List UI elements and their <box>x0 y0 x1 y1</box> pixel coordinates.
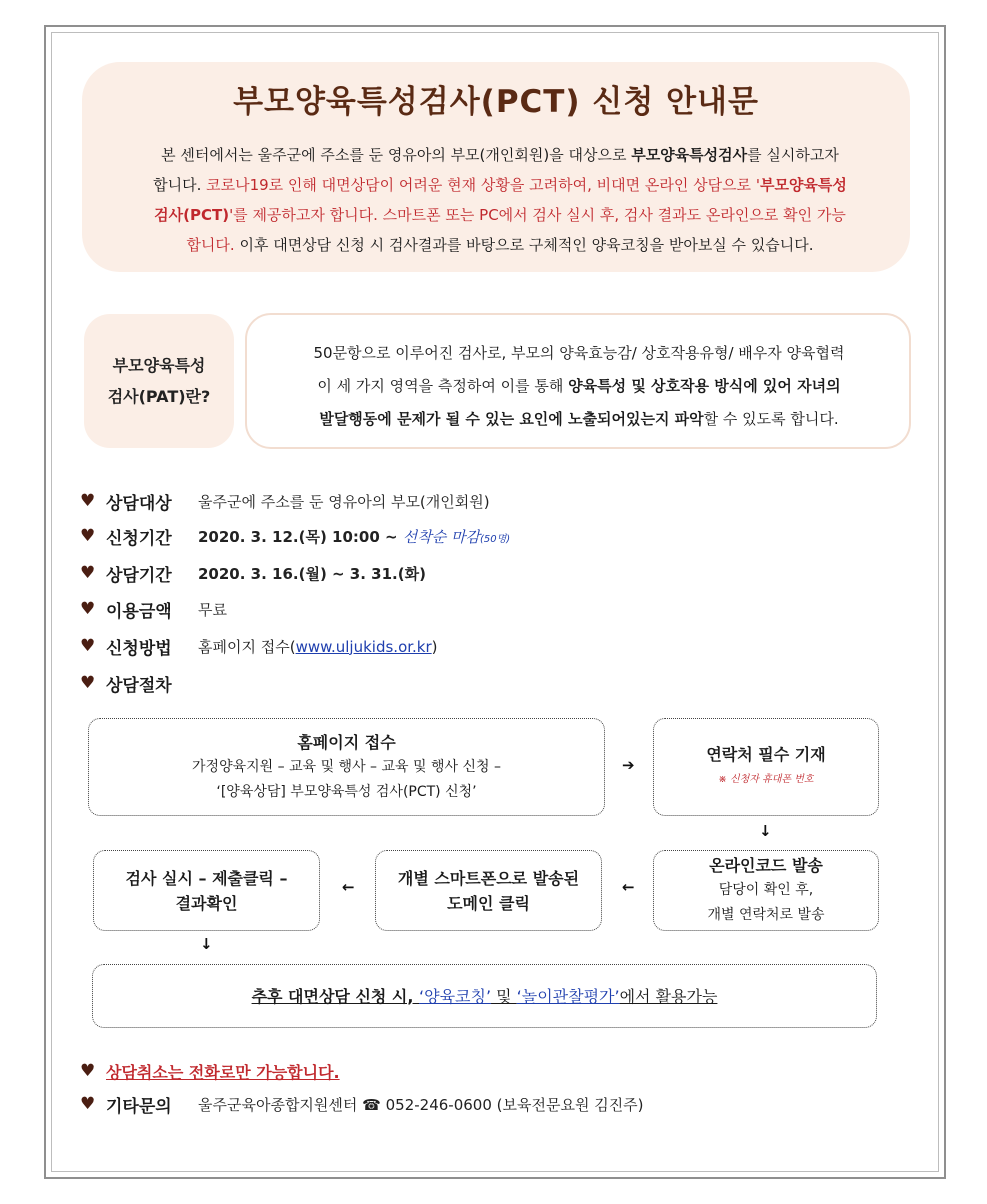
arrow-down-icon: ↓ <box>200 935 213 953</box>
pat-description-text <box>261 337 897 436</box>
info-key-fee: 이용금액 <box>106 601 172 622</box>
heart-icon: ♥ <box>80 599 96 619</box>
flow-final-text <box>252 984 718 1009</box>
intro-text-1-end: 를 실시하고자 <box>747 146 839 164</box>
pat-line2-b: 양육특성 및 상호작용 방식에 있어 자녀의 <box>568 377 841 395</box>
footer-contact-row <box>80 1091 644 1117</box>
intro-text-3-red: '를 제공하고자 합니다. 스마트폰 또는 PC에서 검사 실시 후, 검사 결과도 온라인으로 확인 가능 <box>229 206 846 224</box>
intro-text-1-bold: 부모양육특성검사 <box>631 146 748 164</box>
info-key-procedure: 상담절차 <box>106 675 172 696</box>
flow-step3-line1: 담당이 확인 후, <box>718 882 814 898</box>
homepage-link[interactable]: www.uljukids.or.kr <box>295 637 432 656</box>
final-text-a: 추후 대면상담 신청 시, <box>251 986 420 1006</box>
info-val-consult-period: 2020. 3. 16.(월) ~ 3. 31.(화) <box>198 564 426 583</box>
intro-text-3-red-bold: 검사(PCT) <box>154 206 230 224</box>
pat-label <box>84 314 234 448</box>
contact-val: 울주군육아종합지원센터 ☎ 052-246-0600 (보육전문요원 김진주) <box>198 1095 644 1114</box>
flow-step5-line1: 검사 실시 – 제출클릭 – <box>125 868 288 888</box>
arrow-right-icon: ➔ <box>622 756 635 774</box>
first-come-note <box>403 526 510 547</box>
info-key-apply-period: 신청기간 <box>106 528 172 549</box>
flow-step3-title: 온라인코드 발송 <box>709 856 823 875</box>
intro-text-4-red: 합니다. <box>186 236 235 254</box>
flow-step-contact <box>653 718 879 816</box>
intro-text-2-red: 코로나19로 인해 대면상담이 어려운 현재 상황을 고려하여, 비대면 온라인 상담으로 ' <box>206 176 760 194</box>
info-val-method <box>198 636 438 657</box>
arrow-down-icon: ↓ <box>759 822 772 840</box>
pat-description-box <box>245 313 911 449</box>
flow-step2-note: ※ 신청자 휴대폰 번호 <box>718 774 814 785</box>
heart-icon: ♥ <box>80 563 96 583</box>
info-row-consult-period <box>80 560 426 586</box>
info-key-method: 신청방법 <box>106 638 172 659</box>
pat-label-line1: 부모양육특성 <box>112 356 206 375</box>
flow-step3-line2: 개별 연락처로 발송 <box>707 907 825 923</box>
flow-step5-line2: 결과확인 <box>175 893 238 913</box>
intro-box <box>82 62 910 272</box>
heart-icon: ♥ <box>80 1061 96 1081</box>
info-key-consult-period: 상담기간 <box>106 565 172 586</box>
flow-step2-title: 연락처 필수 기재 <box>706 745 826 764</box>
page-title: 부모양육특성검사(PCT) 신청 안내문 <box>233 84 759 120</box>
info-row-fee <box>80 596 227 622</box>
intro-paragraph <box>100 140 900 260</box>
flow-final-box <box>92 964 877 1028</box>
heart-icon: ♥ <box>80 491 96 511</box>
info-row-target <box>80 488 490 514</box>
flow-step-domain-click <box>375 850 602 931</box>
info-val-target: 울주군에 주소를 둔 영유아의 부모(개인회원) <box>198 492 490 511</box>
pat-label-line2: 검사(PAT)란? <box>107 387 211 406</box>
info-val-fee: 무료 <box>198 600 227 619</box>
final-text-play: ‘놀이관찰평가’ <box>516 986 620 1006</box>
first-come-count: (50명) <box>480 533 511 545</box>
contact-key: 기타문의 <box>106 1096 172 1117</box>
pat-line1: 50문항으로 이루어진 검사로, 부모의 양육효능감/ 상호작용유형/ 배우자 양육협력 <box>313 344 845 362</box>
flow-step1-title: 홈페이지 접수 <box>297 732 396 752</box>
flow-step-online-code <box>653 850 879 931</box>
method-end: ) <box>431 637 438 656</box>
heart-icon: ♥ <box>80 673 96 693</box>
final-text-coaching: ‘양육코칭’ <box>419 986 492 1006</box>
pat-line3-a: 발달행동에 문제가 될 수 있는 요인에 노출되어있는지 파악 <box>319 410 704 428</box>
info-key-target: 상담대상 <box>106 493 172 514</box>
heart-icon: ♥ <box>80 526 96 546</box>
footer-cancel-row <box>80 1058 340 1084</box>
heart-icon: ♥ <box>80 1094 96 1114</box>
pat-line3-b: 할 수 있도록 합니다. <box>703 410 839 428</box>
flow-step1-line1: 가정양육지원 – 교육 및 행사 – 교육 및 행사 신청 – <box>192 758 501 775</box>
info-row-apply-period <box>80 523 510 549</box>
intro-text-2: 합니다. <box>153 176 207 194</box>
arrow-left-icon: ← <box>622 878 635 896</box>
final-text-e: 에서 활용가능 <box>619 986 718 1006</box>
method-text: 홈페이지 접수( <box>198 637 296 656</box>
heart-icon: ♥ <box>80 636 96 656</box>
arrow-left-icon: ← <box>342 878 355 896</box>
info-val-apply-period: 2020. 3. 12.(목) 10:00 ~ <box>198 527 403 546</box>
flow-step4-line1: 개별 스마트폰으로 발송된 <box>397 868 580 888</box>
flow-step-test <box>93 850 320 931</box>
intro-text-4: 이후 대면상담 신청 시 검사결과를 바탕으로 구체적인 양육코칭을 받아보실 수 있습니다. <box>234 236 814 254</box>
intro-text-2-red-bold: 부모양육특성 <box>759 176 847 194</box>
final-text-c: 및 <box>491 986 517 1006</box>
first-come-label: 선착순 마감 <box>402 527 480 546</box>
cancel-notice: 상담취소는 전화로만 가능합니다. <box>106 1062 340 1082</box>
pat-line2-a: 이 세 가지 영역을 측정하여 이를 통해 <box>317 377 569 395</box>
intro-text-1: 본 센터에서는 울주군에 주소를 둔 영유아의 부모(개인회원)을 대상으로 <box>161 146 632 164</box>
flow-step-homepage <box>88 718 605 816</box>
info-row-procedure <box>80 670 198 696</box>
flow-step4-line2: 도메인 클릭 <box>447 893 530 913</box>
flow-step1-line2: ‘[양육상담] 부모양육특성 검사(PCT) 신청’ <box>216 783 477 800</box>
info-row-method <box>80 633 438 659</box>
